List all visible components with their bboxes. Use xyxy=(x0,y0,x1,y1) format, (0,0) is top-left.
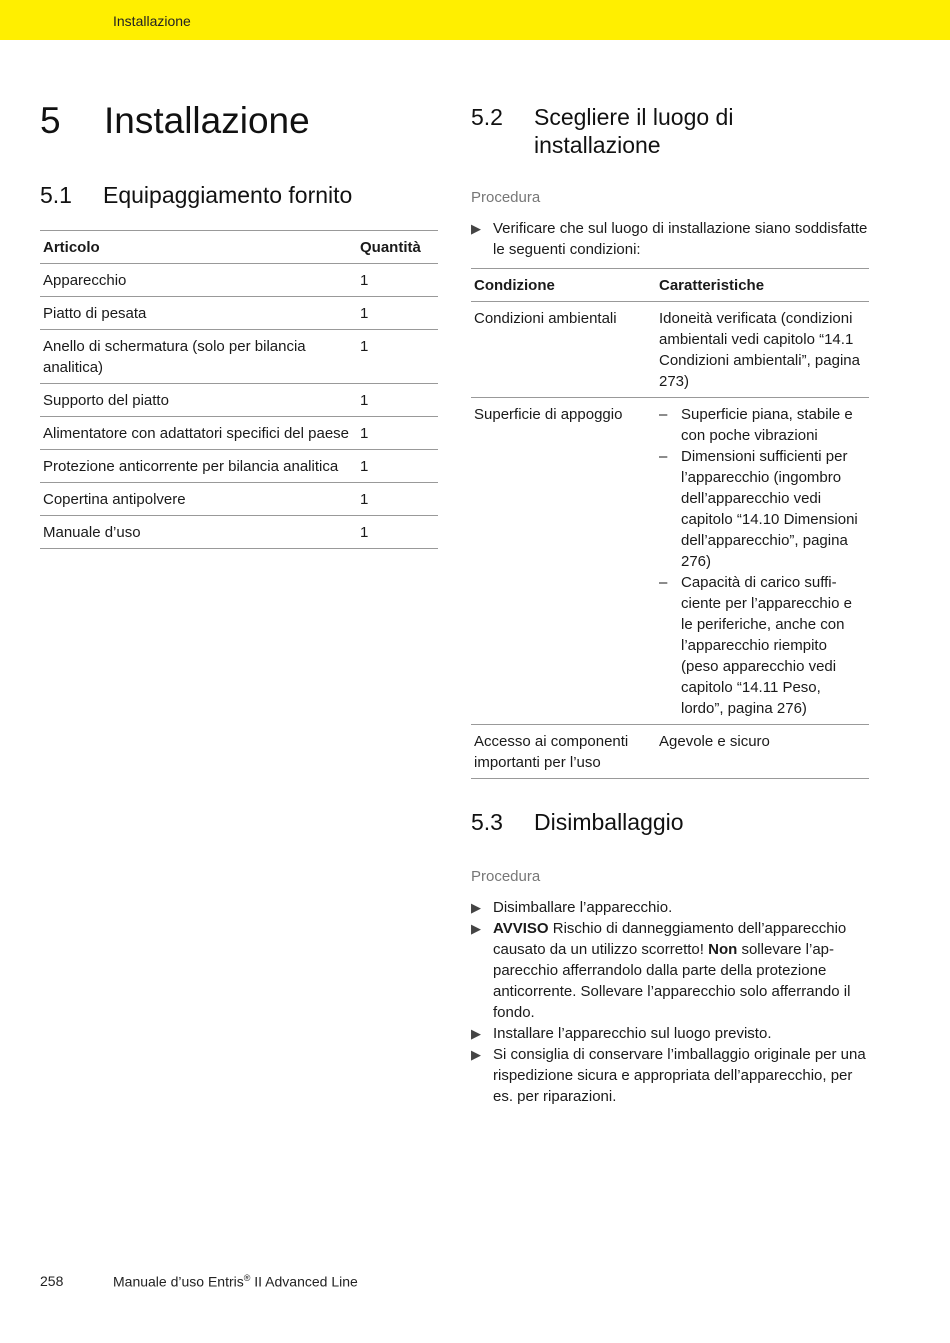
step-text: Verificare che sul luogo di installazione siano soddisfatte le seguenti condizioni: xyxy=(493,220,868,258)
item-cell: Protezione anticorrente per bilancia analitica xyxy=(40,450,357,483)
qty-cell: 1 xyxy=(357,264,438,297)
supplied-equipment-table xyxy=(40,230,438,549)
condition-cell: Condizioni ambientali xyxy=(471,302,656,398)
warning-text: Rischio di danneggiamento dell’apparecchio causato da un utilizzo scorretto! xyxy=(493,920,847,958)
section-number: 5.1 xyxy=(40,182,72,208)
header-section-title: Installazione xyxy=(113,13,191,29)
step-text: Installare l’apparecchio sul luogo previsto. xyxy=(493,1025,772,1042)
table-row xyxy=(40,297,438,330)
warning-text: sollevare l’apparecchio afferrandolo dalla parte della protezione anticorrente. Sollevare l’apparecchio solo afferrando il fondo. xyxy=(493,941,851,1021)
footer-manual-title xyxy=(113,1273,358,1290)
condition-cell: Superficie di appoggio xyxy=(471,398,656,725)
item-cell: Anello di schermatura (solo per bilancia analitica) xyxy=(40,330,357,384)
item-cell: Alimentatore con adattatori specifici del paese xyxy=(40,417,357,450)
section-title: Equipaggiamento fornito xyxy=(103,182,353,208)
manual-prefix: Manuale d’uso Entris xyxy=(113,1273,244,1290)
arrow-right-icon: ▶ xyxy=(471,900,481,915)
features-cell: Agevole e sicuro xyxy=(656,725,869,779)
table-row xyxy=(40,417,438,450)
qty-cell: 1 xyxy=(357,516,438,549)
installation-conditions-table xyxy=(471,268,869,779)
section-title: Disimballaggio xyxy=(534,809,684,835)
feature-text: Dimensioni sufficienti per l’apparecchio (ingombro dell’apparecchio vedi capitolo “14.10 Dimensioni dell’apparecchio”, pagina 276) xyxy=(681,448,858,570)
header-bar xyxy=(0,0,950,40)
col-header-features: Caratteristiche xyxy=(656,269,869,302)
table-row xyxy=(471,302,869,398)
section-number: 5.2 xyxy=(471,104,503,130)
qty-cell: 1 xyxy=(357,297,438,330)
item-cell: Copertina antipolvere xyxy=(40,483,357,516)
registered-mark: ® xyxy=(243,1273,251,1283)
step-text: Si consiglia di conservare l’imballaggio originale per una rispedizione sicura e appropriata dell’apparecchio, per es. per riparazioni. xyxy=(493,1046,866,1105)
table-row xyxy=(40,330,438,384)
condition-cell: Accesso ai componenti importanti per l’uso xyxy=(471,725,656,779)
dash-marker: – xyxy=(659,448,668,465)
list-item xyxy=(471,1023,871,1044)
step-text xyxy=(493,920,850,1021)
feature-text: Superficie piana, stabile e con poche vibrazioni xyxy=(681,406,853,444)
table-row xyxy=(471,398,869,725)
section-5-2-heading xyxy=(471,103,871,163)
features-list xyxy=(659,404,866,719)
list-item xyxy=(659,404,866,446)
list-item xyxy=(471,218,871,260)
list-item xyxy=(471,897,871,918)
list-item xyxy=(471,918,871,1023)
table-row xyxy=(40,483,438,516)
feature-text: Capacità di carico sufficiente per l’apparecchio e le periferiche, anche con l’apparecchio riempito (peso apparecchio vedi capitolo “14.11 Peso, lordo”, pagina 276) xyxy=(681,574,852,717)
dash-marker: – xyxy=(659,574,668,591)
warning-label: AVVISO xyxy=(493,920,549,937)
arrow-right-icon: ▶ xyxy=(471,221,481,236)
page-number: 258 xyxy=(40,1273,64,1289)
features-cell: Idoneità verificata (condizioni ambientali vedi capitolo “14.1 Condizioni ambientali”, pagina 273) xyxy=(656,302,869,398)
item-cell: Apparecchio xyxy=(40,264,357,297)
col-header-item: Articolo xyxy=(40,231,357,264)
list-item xyxy=(659,572,866,719)
item-cell: Manuale d’uso xyxy=(40,516,357,549)
features-cell xyxy=(656,398,869,725)
procedure-steps-5-2 xyxy=(471,218,871,260)
list-item xyxy=(471,1044,871,1107)
step-text: Disimballare l’apparecchio. xyxy=(493,899,673,916)
procedure-label: Procedura xyxy=(471,189,541,206)
arrow-right-icon: ▶ xyxy=(471,921,481,936)
table-row xyxy=(40,516,438,549)
table-row xyxy=(40,264,438,297)
list-item xyxy=(659,446,866,572)
table-header-row xyxy=(471,269,869,302)
procedure-steps-5-3 xyxy=(471,897,871,1107)
item-cell: Piatto di pesata xyxy=(40,297,357,330)
emphasis-non: Non xyxy=(708,941,738,958)
qty-cell: 1 xyxy=(357,330,438,384)
chapter-title-text: Installazione xyxy=(104,100,310,141)
procedure-label: Procedura xyxy=(471,868,541,885)
section-5-3-heading xyxy=(471,808,871,838)
table-header-row xyxy=(40,231,438,264)
table-row xyxy=(40,450,438,483)
qty-cell: 1 xyxy=(357,384,438,417)
qty-cell: 1 xyxy=(357,417,438,450)
table-row xyxy=(471,725,869,779)
dash-marker: – xyxy=(659,406,668,423)
col-header-qty: Quantità xyxy=(357,231,438,264)
chapter-number: 5 xyxy=(40,100,61,141)
section-title: Scegliere il luogo di installazione xyxy=(534,104,734,158)
arrow-right-icon: ▶ xyxy=(471,1047,481,1062)
qty-cell: 1 xyxy=(357,483,438,516)
manual-suffix: II Advanced Line xyxy=(250,1273,358,1290)
section-5-1-heading xyxy=(40,181,440,211)
col-header-condition: Condizione xyxy=(471,269,656,302)
item-cell: Supporto del piatto xyxy=(40,384,357,417)
table-row xyxy=(40,384,438,417)
section-number: 5.3 xyxy=(471,809,503,835)
qty-cell: 1 xyxy=(357,450,438,483)
chapter-title xyxy=(40,100,310,142)
arrow-right-icon: ▶ xyxy=(471,1026,481,1041)
